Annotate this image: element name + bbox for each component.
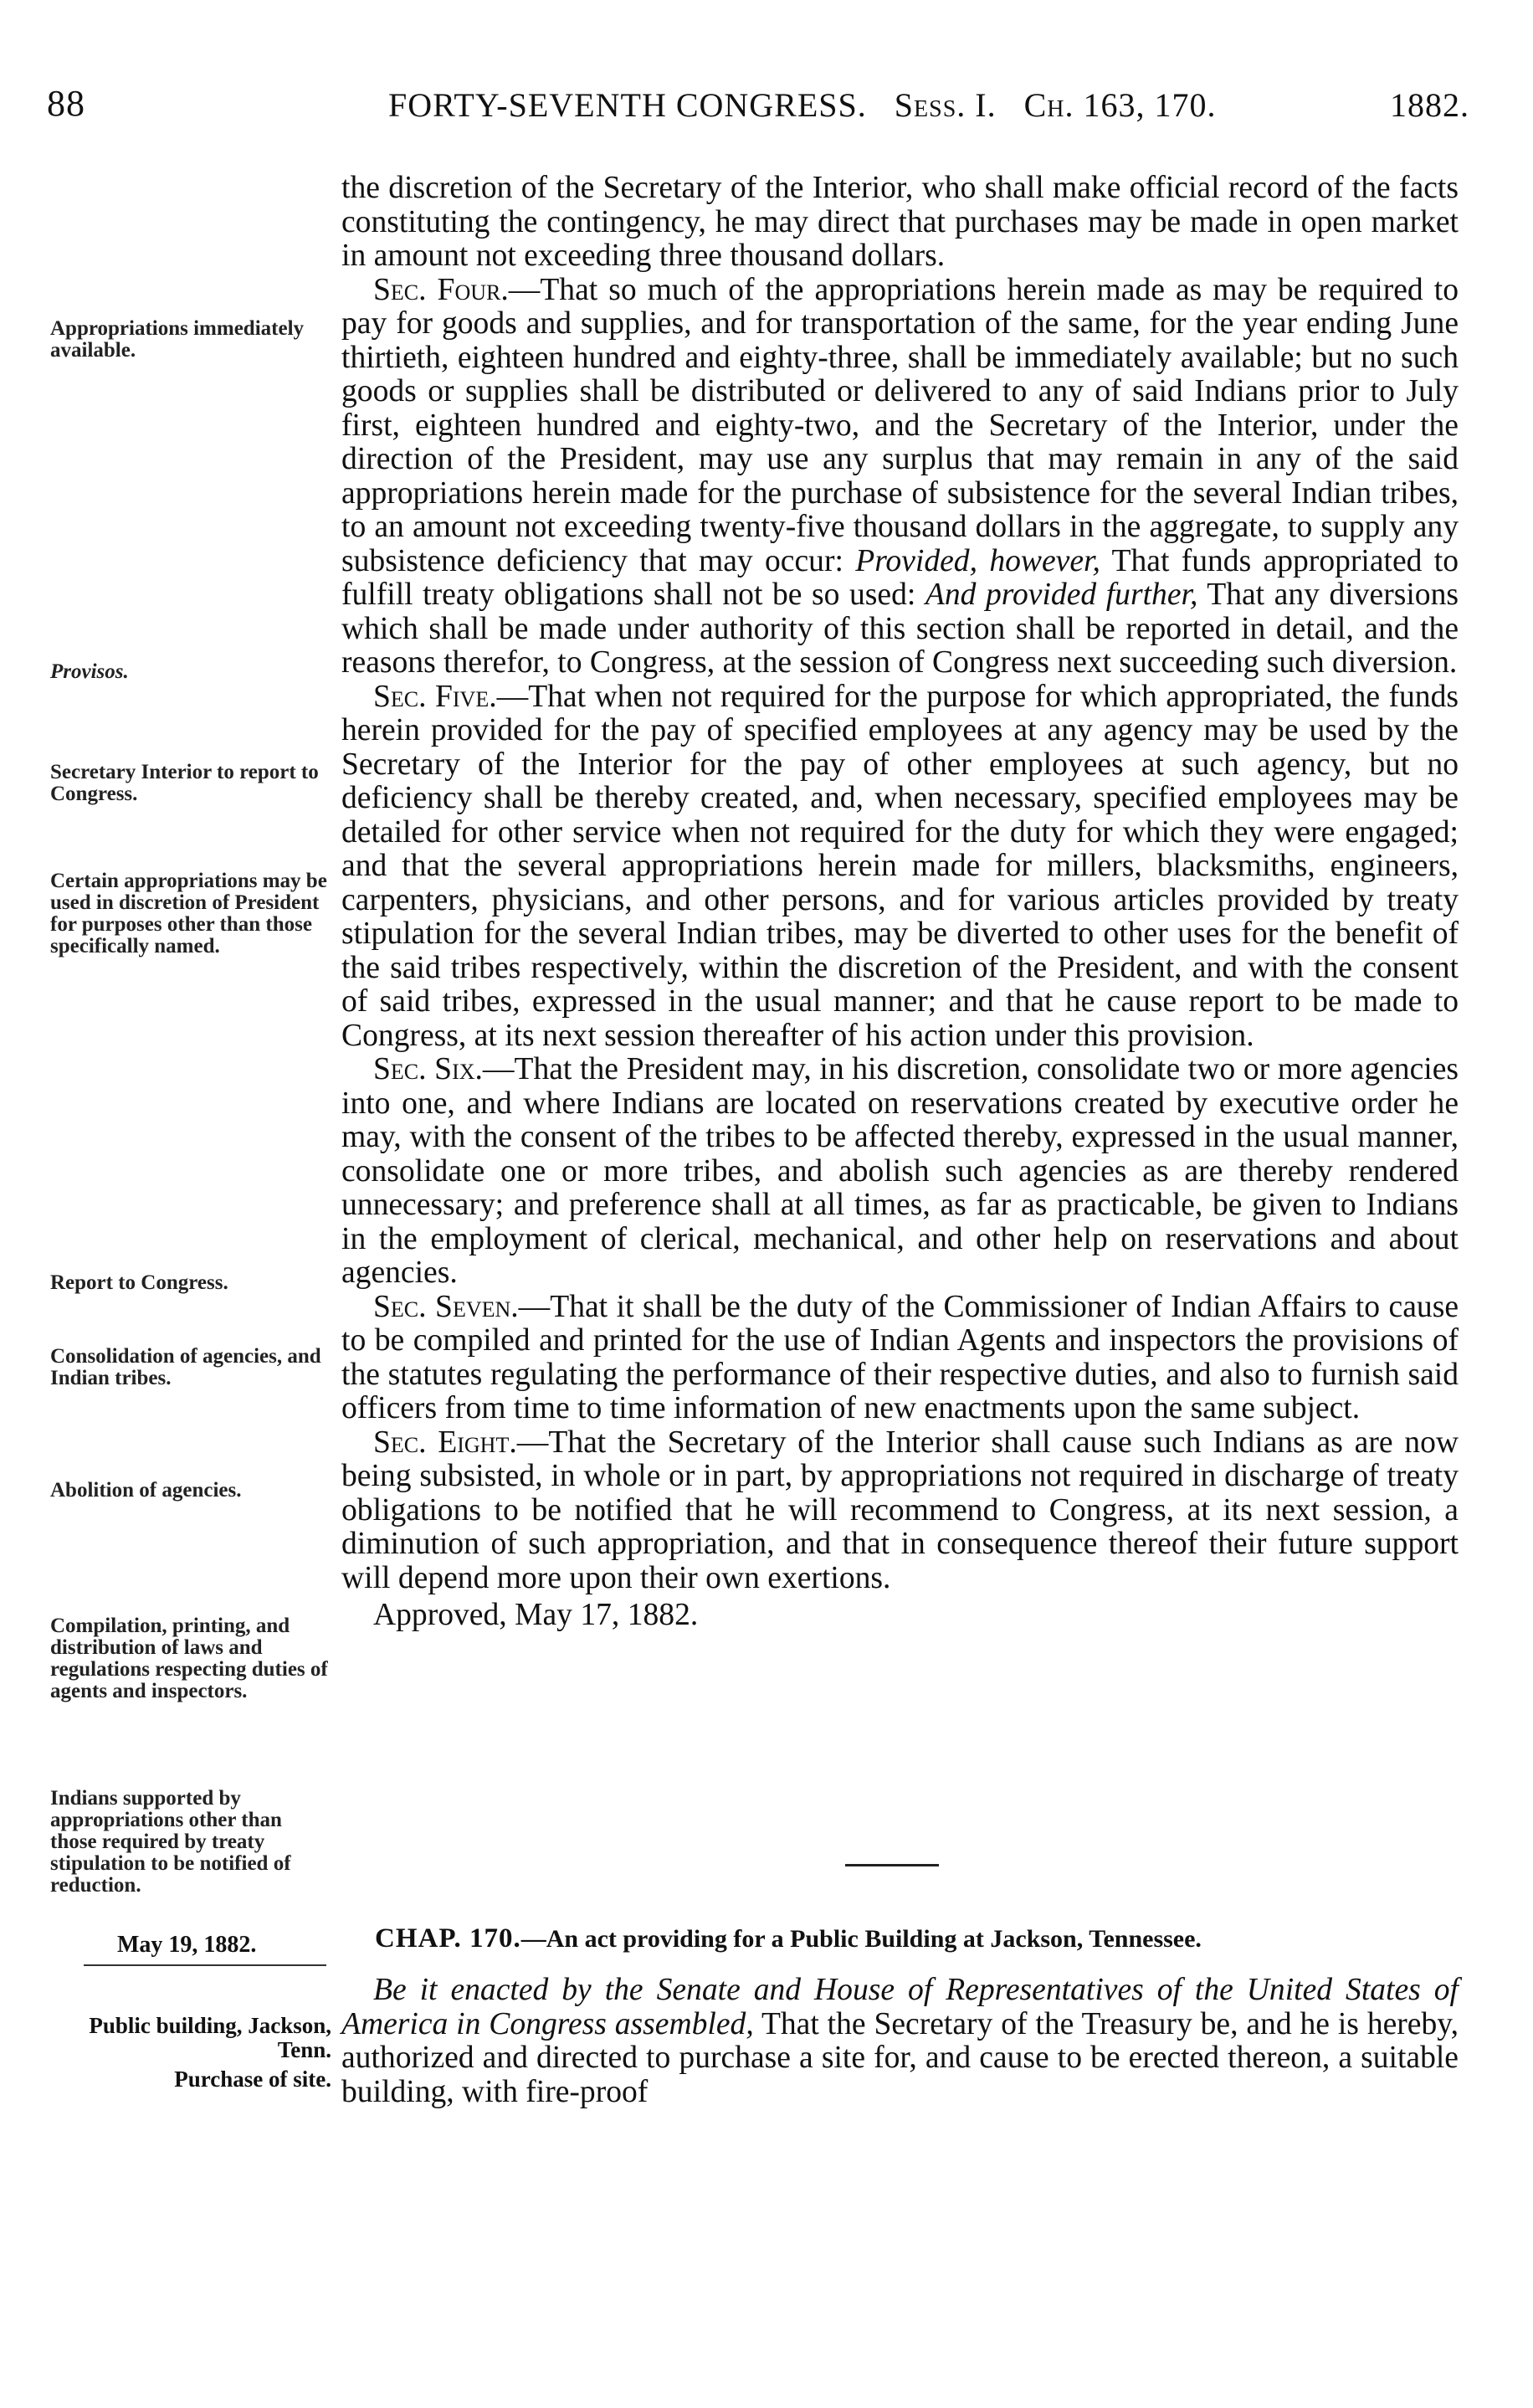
margin-note-indians-supported: Indians supported by appropriations other than those required by treaty stipulation to be notified of reduction. (50, 1787, 291, 1897)
header-year: 1882. (1390, 86, 1469, 124)
section-four: Sec. Four.—That so much of the appropriations herein made as may be required to pay for goods and supplies, and for transportation of the same, for the year ending June thirtieth, eighteen hundred and eighty-three, shall be immediately available; but no such goods or supplies shall be distributed or delivered to any of said Indians prior to July first, eighteen hundred and eighty-two, and the Secretary of the Interior, under the direction of the President, may use any surplus that may remain in any of the said appropriations herein made for the purchase of subsistence for the several Indian tribes, to an amount not exceeding twenty-five thousand dollars in the aggregate, to supply any subsistence deficiency that may occur: Provided, however, That funds appropriated to fulfill treaty obligations shall not be so used: And provided further, That any diversions which shall be made under authority of this section shall be reported in detail, and the reasons therefor, to Congress, at the session of Congress next succeeding such diversion. (341, 272, 1459, 680)
chapter-date: May 19, 1882. (117, 1932, 257, 1958)
margin-note-purchase-site: Purchase of site. (174, 2067, 331, 2092)
margin-note-appropriations: Appropriations immediately available. (50, 317, 305, 362)
running-title: FORTY-SEVENTH CONGRESS. Sess. I. Ch. 163, 170. (388, 86, 1217, 124)
chapter-divider (845, 1864, 939, 1866)
page-number: 88 (47, 83, 85, 124)
margin-note-consolidation: Consolidation of agencies, and Indian tribes. (50, 1345, 321, 1389)
enacting-clause: Be it enacted by the Senate and House of Representatives of the United States of America in Congress assembled, That the Secretary of the Treasury be, and he is hereby, authorized and directed to purchase a site for, and cause to be erected thereon, a suitable building, with fire-proof (341, 1973, 1459, 2109)
date-rule (84, 1964, 326, 1966)
section-eight: Sec. Eight.—That the Secretary of the Interior shall cause such Indians as are now being subsisted, in whole or in part, by appropriations not required in discharge of treaty obligations to be notified that he will recommend to Congress, at its next session, a diminution of such appropriation, and that in consequence thereof their future support will depend more upon their own exertions. (341, 1425, 1459, 1595)
margin-note-compilation: Compilation, printing, and distribution of laws and regulations respecting duties of agents and inspectors. (50, 1615, 328, 1702)
chapter-title: CHAP. 170.—An act providing for a Public Building at Jackson, Tennessee. (375, 1923, 1202, 1954)
statute-body (341, 172, 1459, 1633)
page-header (47, 82, 1469, 132)
margin-note-abolition: Abolition of agencies. (50, 1479, 242, 1502)
margin-note-provisos: Provisos. (50, 660, 129, 683)
approval-line: Approved, May 17, 1882. (373, 1598, 699, 1632)
margin-note-public-building: Public building, Jackson, Tenn. (89, 2013, 331, 2062)
section-five: Sec. Five.—That when not required for the purpose for which appropriated, the funds herein provided for the pay of specified employees at any agency may be used by the Secretary of the Interior for the pay of other employees at such agency, but no deficiency shall be thereby created, and, when necessary, specified employees may be detailed for other service when not required for the duty for which they were engaged; and that the several appropriations herein made for millers, blacksmiths, engineers, carpenters, physicians, and other persons, and for various articles provided by treaty stipulation for the several Indian tribes, may be diverted to other uses for the benefit of the said tribes respectively, within the discretion of the President, and with the consent of said tribes, expressed in the usual manner; and that he cause report to be made to Congress, at its next session thereafter of his action under this provision. (341, 679, 1459, 1053)
margin-note-secretary-report: Secretary Interior to report to Congress. (50, 761, 319, 805)
section-seven: Sec. Seven.—That it shall be the duty of the Commissioner of Indian Affairs to cause to be compiled and printed for the use of Indian Agents and inspectors the provisions of the statutes regulating the performance of their respective duties, and also to furnish said officers from time to time information of new enactments upon the same subject. (341, 1289, 1459, 1425)
margin-note-certain-appropriations: Certain appropriations may be used in discretion of President for purposes other than those specifically named. (50, 870, 327, 958)
chapter-170-body (341, 1974, 1459, 2109)
continuation-paragraph: the discretion of the Secretary of the Interior, who shall make official record of the facts constituting the contingency, he may direct that purchases may be made in open market in amount not exceeding three thousand dollars. (341, 171, 1459, 273)
chapter-170-margin (67, 2014, 331, 2092)
section-six: Sec. Six.—That the President may, in his discretion, consolidate two or more agencies into one, and where Indians are located on reservations created by executive order he may, with the consent of the tribes to be affected thereby, expressed in the usual manner, consolidate one or more tribes, and abolish such agencies as are thereby rendered unnecessary; and preference shall at all times, as far as practicable, be given to Indians in the employment of clerical, mechanical, and other help on reservations and about agencies. (341, 1052, 1459, 1290)
margin-note-report-congress: Report to Congress. (50, 1271, 228, 1294)
